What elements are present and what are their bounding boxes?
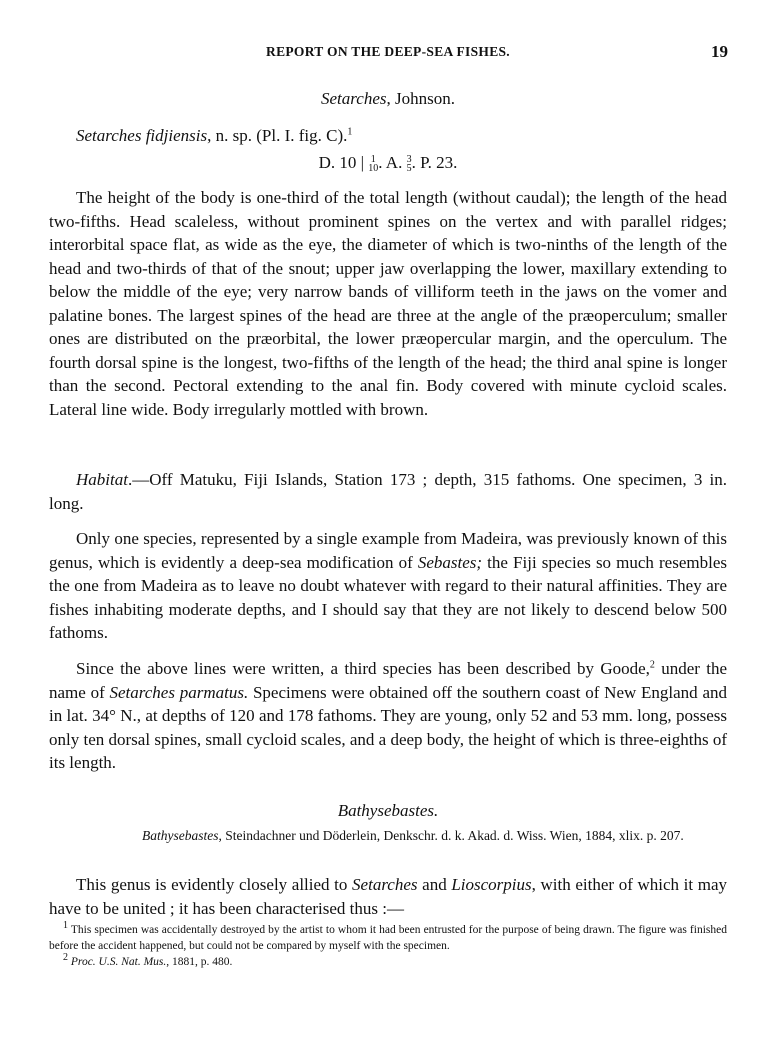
- genus-heading-bathysebastes: [0, 801, 776, 821]
- fraction-num: 3: [406, 154, 412, 166]
- footnote-ref-2: 2: [649, 659, 655, 671]
- italic-run: Setarches parmatus.: [109, 682, 249, 702]
- habitat-paragraph: [49, 468, 727, 515]
- italic-run: Proc. U.S. Nat. Mus.: [70, 956, 167, 968]
- affinity-paragraph: [49, 527, 727, 645]
- footnote-mark: 2: [63, 952, 68, 964]
- fin-formula: [0, 153, 776, 173]
- text-run: , with either of which it may have to be united ; it has been characterised thus :—: [49, 875, 728, 918]
- formula-pectoral: . P. 23.: [411, 153, 458, 172]
- description-paragraph: The height of the body is one-third of the total length (without caudal); the length of the head two-fifths. Head scaleless, without prominent spines on the vertex and with parallel ridges; interorbital space flat, as wide as the eye, the diameter of which is two-ninths of the length of the head and two-thirds of that of the snout; upper jaw overlapping the lower, maxillary extending to below the middle of the eye; very narrow bands of villiform teeth in the jaws on the vomer and palatine bones. The largest spines of the head are three at the angle of the præoperculum; smaller ones are distributed on the præorbital, the lower præopercular margin, and the operculum. The fourth dorsal spine is the longest, two-fifths of the length of the head; the third anal spine is longer than the second. Pectoral extending to the anal fin. Body covered with minute cycloid scales. Lateral line wide. Body irregularly mottled with brown.: [49, 188, 727, 419]
- footnote-text: , 1881, p. 480.: [166, 956, 233, 968]
- text-run: and: [417, 875, 452, 894]
- italic-run: Setarches: [352, 875, 418, 894]
- text-run: Since the above lines were written, a third species has been described by Goode,: [76, 659, 650, 678]
- italic-run: Lioscorpius: [451, 875, 532, 894]
- habitat-label: Habitat: [76, 470, 128, 489]
- running-head: REPORT ON THE DEEP-SEA FISHES.: [266, 44, 510, 59]
- genus-name: Setarches: [321, 89, 387, 108]
- footnote-1: [49, 922, 727, 954]
- footnote-2: [49, 954, 727, 970]
- formula-dorsal: D. 10 |: [318, 153, 364, 172]
- italic-run: Sebastes;: [417, 552, 483, 572]
- footnote-mark: 1: [63, 920, 68, 932]
- genus-heading-setarches: [0, 89, 776, 109]
- text-run: Specimens were obtained off the southern coast of New England and in lat. 34° N., at depths of 120 and 178 fathoms. They are young, only 52 and 53 mm. long, possess only ten dorsal spines, small cycloid scales, and a deep body, the height of which is three-eighths of its length.: [49, 682, 727, 772]
- footnote-ref-1: 1: [347, 126, 353, 138]
- text-run: This genus is evidently closely allied to: [76, 875, 353, 894]
- fraction-dorsal: [368, 155, 378, 173]
- text-run: the Fiji species so much resembles the one from Madeira as to leave no doubt whatever with regard to their natural affinities. They are fishes inhabiting moderate depths, and I should say that they are not likely to descend below 500 fathoms.: [49, 552, 727, 642]
- habitat-text: .—Off Matuku, Fiji Islands, Station 173 ; depth, 315 fathoms. One specimen, 3 in. long.: [49, 470, 727, 513]
- text-run: under the name of: [49, 659, 728, 702]
- fraction-den: 10: [368, 163, 379, 175]
- genus-author: , Johnson.: [386, 89, 455, 108]
- formula-anal: . A.: [378, 153, 403, 172]
- species-note: , n. sp. (Pl. I. fig. C).: [207, 126, 348, 145]
- species-name: Setarches fidjiensis: [76, 126, 208, 145]
- reference-line: [142, 826, 727, 845]
- goode-paragraph: [49, 657, 727, 775]
- italic-run: Bathysebastes: [142, 828, 219, 843]
- genus-name: Bathysebastes.: [337, 801, 439, 820]
- fraction-den: 5: [406, 163, 412, 175]
- footnote-text: This specimen was accidentally destroyed by the artist to whom it had been entrusted for the purpose of being drawn. The figure was finished before the accident happened, but could not be compared by myself with the specimen.: [49, 924, 727, 952]
- fraction-num: 1: [370, 154, 376, 166]
- footnotes: [49, 922, 727, 970]
- species-heading: [76, 126, 352, 146]
- bathysebastes-paragraph: [49, 873, 727, 920]
- text-run: Only one species, represented by a single example from Madeira, was previously known of this genus, which is evidently a deep-sea modification of: [49, 529, 727, 572]
- text-run: , Steindachner und Döderlein, Denkschr. d. k. Akad. d. Wiss. Wien, 1884, xlix. p. 207.: [218, 828, 684, 843]
- page-number: 19: [711, 42, 728, 61]
